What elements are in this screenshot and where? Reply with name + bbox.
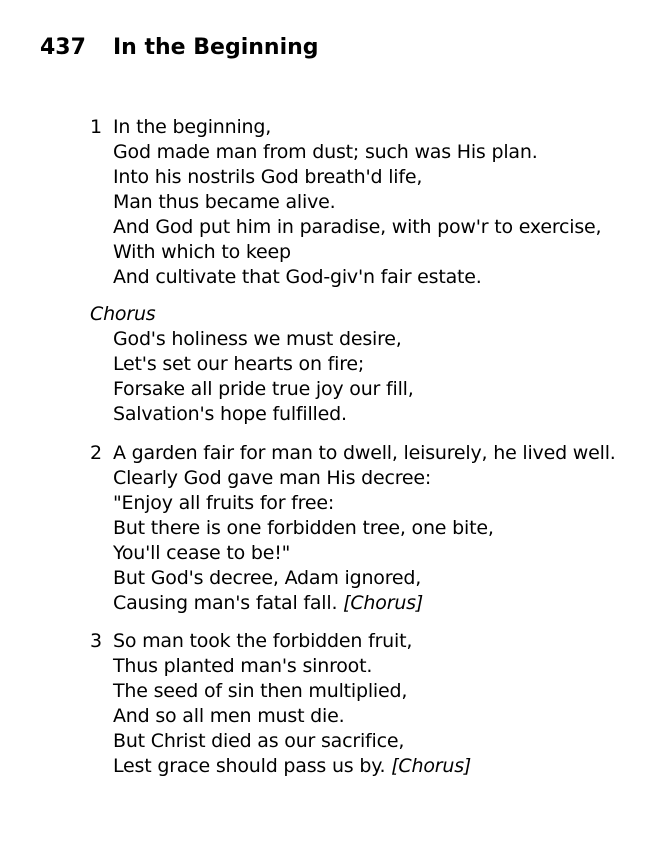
verse-line: Causing man's fatal fall. <box>113 592 338 614</box>
verse-line: Clearly God gave man His decree: <box>113 467 432 489</box>
verse-line: Lest grace should pass us by. <box>113 755 386 777</box>
verse-1 <box>90 115 650 290</box>
chorus-line: Salvation's hope fulfilled. <box>113 403 347 425</box>
verse-3 <box>90 629 650 779</box>
verse-line: In the beginning, <box>113 116 272 138</box>
verse-line: But God's decree, Adam ignored, <box>113 567 422 589</box>
chorus-line: Let's set our hearts on fire; <box>113 353 365 375</box>
verse-line: And so all men must die. <box>113 705 345 727</box>
verse-line: Thus planted man's sinroot. <box>113 655 373 677</box>
verse-number: 1 <box>90 116 102 138</box>
chorus-label: Chorus <box>90 303 156 325</box>
verse-line: God made man from dust; such was His plan. <box>113 141 538 163</box>
verse-line: So man took the forbidden fruit, <box>113 630 413 652</box>
verse-line-with-chorus-ref <box>113 591 650 616</box>
verse-line: With which to keep <box>113 241 291 263</box>
hymn-header <box>40 33 319 63</box>
verse-number: 3 <box>90 630 102 652</box>
hymn-number: 437 <box>40 35 86 60</box>
chorus-line: Forsake all pride true joy our fill, <box>113 378 414 400</box>
chorus-reference: [Chorus] <box>391 755 472 777</box>
chorus-reference: [Chorus] <box>343 592 424 614</box>
verse-line: But there is one forbidden tree, one bite, <box>113 517 494 539</box>
hymn-title: In the Beginning <box>113 35 319 60</box>
verse-line: Into his nostrils God breath'd life, <box>113 166 423 188</box>
verse-line: And God put him in paradise, with pow'r to exercise, <box>113 216 602 238</box>
verse-line: You'll cease to be!" <box>113 542 291 564</box>
verse-line: A garden fair for man to dwell, leisurely, he lived well. <box>113 442 616 464</box>
verse-line: But Christ died as our sacrifice, <box>113 730 405 752</box>
verse-line: Man thus became alive. <box>113 191 336 213</box>
verse-line: The seed of sin then multiplied, <box>113 680 408 702</box>
verse-2 <box>90 441 650 616</box>
verse-line: "Enjoy all fruits for free: <box>113 492 335 514</box>
chorus <box>90 302 650 427</box>
chorus-line: God's holiness we must desire, <box>113 328 402 350</box>
verse-line-with-chorus-ref <box>113 754 650 779</box>
verse-line: And cultivate that God-giv'n fair estate. <box>113 266 482 288</box>
verse-number: 2 <box>90 442 102 464</box>
